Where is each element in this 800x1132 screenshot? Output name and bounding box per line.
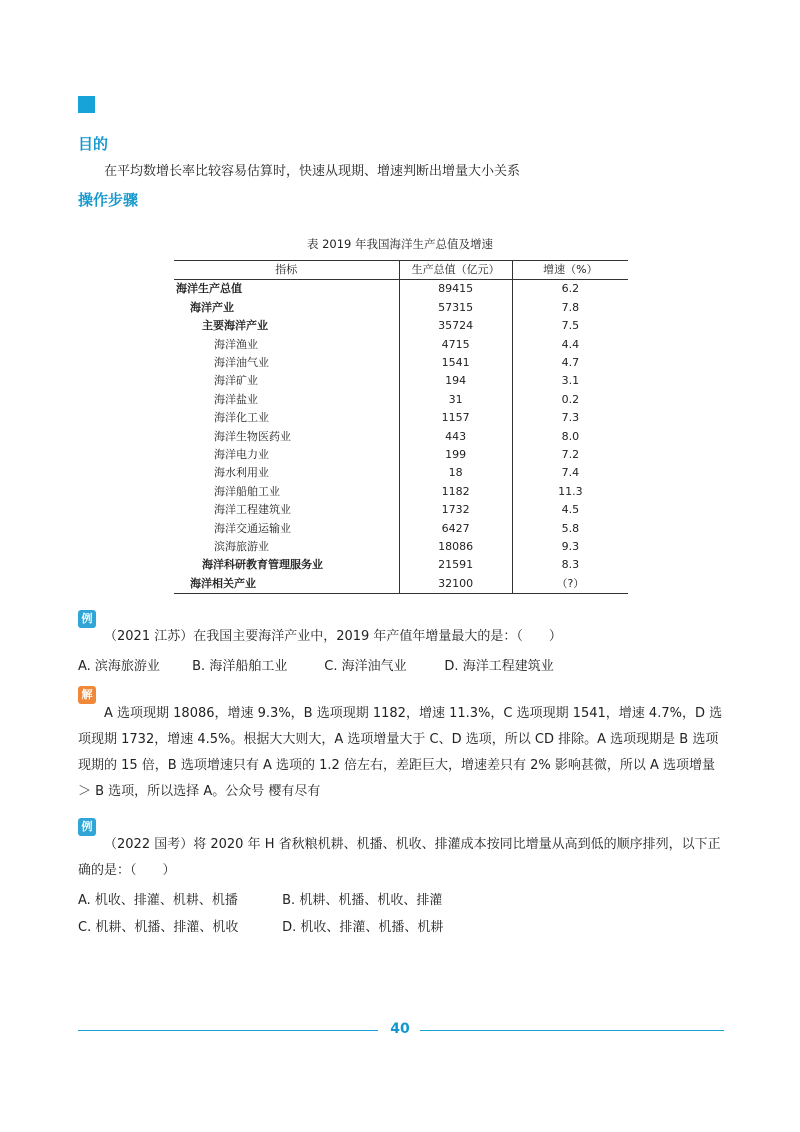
footer-rule-left xyxy=(78,1030,378,1031)
row-name: 海洋电力业 xyxy=(214,448,269,461)
row-rate: （?） xyxy=(512,574,628,593)
example2-options-row2 xyxy=(78,916,443,935)
row-value: 57315 xyxy=(399,298,512,316)
row-rate: 7.2 xyxy=(512,446,628,464)
row-value: 18 xyxy=(399,464,512,482)
row-name: 海洋渔业 xyxy=(214,337,258,351)
option-c: C. 海洋油气业 xyxy=(324,659,407,674)
row-value: 21591 xyxy=(399,556,512,574)
table-caption: 表 2019 年我国海洋生产总值及增速 xyxy=(306,237,494,251)
row-value: 1182 xyxy=(399,482,512,500)
table-row xyxy=(174,317,628,335)
row-rate: 11.3 xyxy=(512,482,628,500)
table-row xyxy=(174,519,628,537)
table-header-row xyxy=(174,261,628,280)
table-row xyxy=(174,537,628,555)
row-rate: 6.2 xyxy=(512,280,628,299)
row-value: 1732 xyxy=(399,501,512,519)
row-name: 海洋化工业 xyxy=(214,411,269,425)
solution-badge: 解 xyxy=(78,686,96,704)
row-rate: 9.3 xyxy=(512,537,628,555)
page-number: 40 xyxy=(390,1021,410,1037)
option-a: A. 机收、排灌、机耕、机播 xyxy=(78,893,238,908)
row-value: 443 xyxy=(399,427,512,445)
option-b: B. 机耕、机播、机收、排灌 xyxy=(282,893,443,908)
row-rate: 4.4 xyxy=(512,335,628,353)
solution-text: A 选项现期 18086，增速 9.3%，B 选项现期 1182，增速 11.3%，C 选项现期 1541，增速 4.7%，D 选项现期 1732，增速 4.5%。根据大大则大，A 选项增量大于 C、D 选项，所以 CD 排除。A 选项现期是 B 选项现期的 15 倍，B 选项增速只有 A 选项的 1.2 倍左右，差距巨大，增速差只有 2% 影响甚微，所以 A 选项增量＞ B 选项，所以选择 A。公众号 樱有尽有 xyxy=(78,706,723,799)
section-marker-square xyxy=(78,96,95,113)
header-indicator: 指标 xyxy=(174,261,399,280)
row-rate: 7.5 xyxy=(512,317,628,335)
row-value: 31 xyxy=(399,390,512,408)
example-badge: 例 xyxy=(78,818,96,836)
row-name: 海洋工程建筑业 xyxy=(214,503,291,517)
row-value: 35724 xyxy=(399,317,512,335)
option-b: B. 海洋船舶工业 xyxy=(192,659,288,674)
row-rate: 4.7 xyxy=(512,354,628,372)
row-value: 89415 xyxy=(399,280,512,299)
row-rate: 3.1 xyxy=(512,372,628,390)
table-row xyxy=(174,556,628,574)
example1-question: （2021 江苏）在我国主要海洋产业中，2019 年产值年增量最大的是：（ ） xyxy=(104,629,562,644)
example-badge: 例 xyxy=(78,610,96,628)
table-row xyxy=(174,280,628,299)
row-rate: 7.3 xyxy=(512,409,628,427)
table-row xyxy=(174,354,628,372)
row-value: 1541 xyxy=(399,354,512,372)
row-rate: 4.5 xyxy=(512,501,628,519)
table-row xyxy=(174,482,628,500)
option-d: D. 机收、排灌、机播、机耕 xyxy=(282,920,444,935)
row-value: 18086 xyxy=(399,537,512,555)
row-name: 海洋盐业 xyxy=(214,392,258,406)
header-growth-rate: 增速（%） xyxy=(512,261,628,280)
row-value: 1157 xyxy=(399,409,512,427)
table-row xyxy=(174,501,628,519)
row-name: 海洋生产总值 xyxy=(176,282,242,296)
footer-rule-right xyxy=(420,1030,724,1031)
example2-question: （2022 国考）将 2020 年 H 省秋粮机耕、机播、机收、排灌成本按同比增量从高到低的顺序排列，以下正确的是：（ ） xyxy=(78,837,721,878)
row-name: 主要海洋产业 xyxy=(202,319,268,333)
table-row xyxy=(174,464,628,482)
table-row xyxy=(174,574,628,593)
row-name: 海水利用业 xyxy=(214,466,269,480)
row-rate: 7.4 xyxy=(512,464,628,482)
table-row xyxy=(174,390,628,408)
row-name: 海洋产业 xyxy=(190,300,234,314)
row-name: 海洋生物医药业 xyxy=(214,429,291,443)
header-output-value: 生产总值（亿元） xyxy=(399,261,512,280)
row-value: 32100 xyxy=(399,574,512,593)
table-row xyxy=(174,427,628,445)
row-name: 海洋油气业 xyxy=(214,356,269,370)
purpose-text: 在平均数增长率比较容易估算时，快速从现期、增速判断出增量大小关系 xyxy=(104,164,521,179)
option-d: D. 海洋工程建筑业 xyxy=(444,659,554,674)
marine-output-table xyxy=(174,260,628,594)
table-row xyxy=(174,409,628,427)
row-rate: 0.2 xyxy=(512,390,628,408)
row-rate: 7.8 xyxy=(512,298,628,316)
row-name: 海洋矿业 xyxy=(214,374,258,388)
row-name: 海洋船舶工业 xyxy=(214,484,280,498)
table-row xyxy=(174,372,628,390)
example2-options-row1 xyxy=(78,889,442,908)
table-row xyxy=(174,298,628,316)
row-rate: 8.3 xyxy=(512,556,628,574)
steps-heading: 操作步骤 xyxy=(78,191,139,209)
row-name: 海洋相关产业 xyxy=(174,574,399,593)
row-name: 海洋交通运输业 xyxy=(214,521,291,535)
row-value: 199 xyxy=(399,446,512,464)
table-row xyxy=(174,446,628,464)
option-a: A. 滨海旅游业 xyxy=(78,659,160,674)
row-value: 6427 xyxy=(399,519,512,537)
table-row xyxy=(174,335,628,353)
row-rate: 8.0 xyxy=(512,427,628,445)
row-rate: 5.8 xyxy=(512,519,628,537)
option-c: C. 机耕、机播、排灌、机收 xyxy=(78,920,239,935)
example1-options xyxy=(78,655,554,674)
row-value: 194 xyxy=(399,372,512,390)
row-name: 海洋科研教育管理服务业 xyxy=(202,558,323,572)
row-name: 滨海旅游业 xyxy=(214,539,269,553)
row-value: 4715 xyxy=(399,335,512,353)
purpose-heading: 目的 xyxy=(78,135,109,153)
